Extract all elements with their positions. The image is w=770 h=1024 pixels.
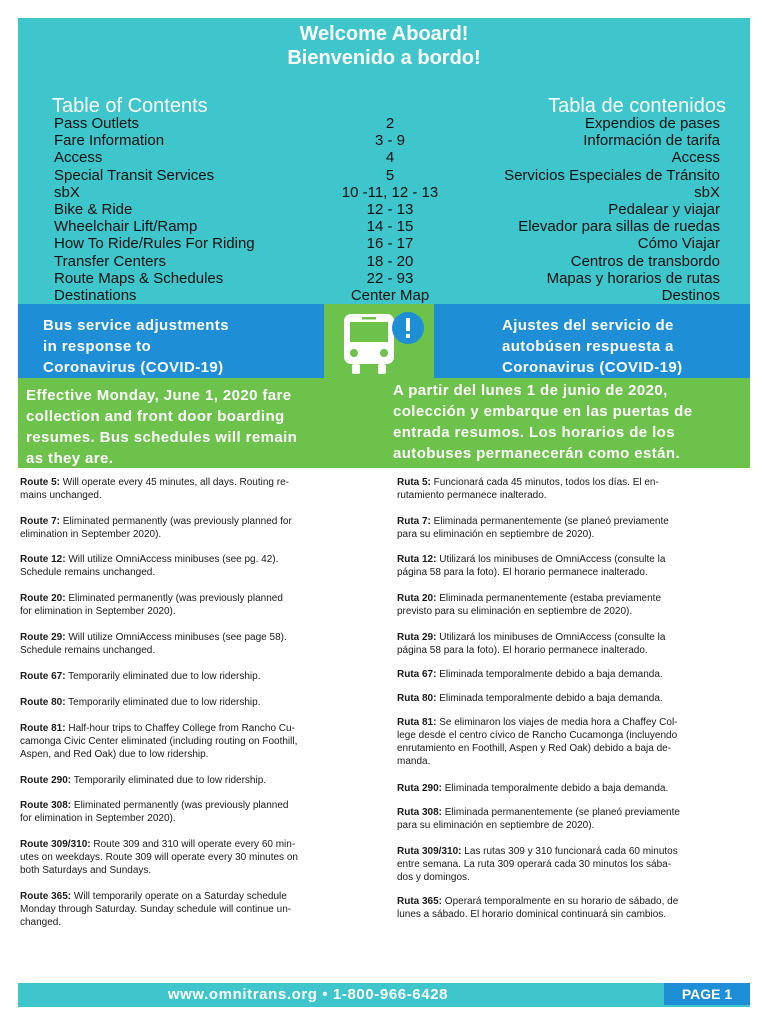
toc-entry-es: Elevador para sillas de ruedas bbox=[518, 218, 720, 236]
footer-bar bbox=[18, 983, 750, 1007]
toc-entry-en: Destinations bbox=[54, 286, 137, 304]
route-label: Route 5: bbox=[20, 477, 60, 488]
toc-page: 2 bbox=[385, 115, 395, 132]
banner-line: entrada resumos. Los horarios de los bbox=[393, 424, 675, 441]
route-text: Funcionará cada 45 minutos, todos los días. El en- bbox=[430, 477, 659, 488]
route-text: manda. bbox=[397, 756, 431, 767]
route-note bbox=[20, 592, 360, 618]
route-label: Route 20: bbox=[20, 593, 66, 604]
route-text: Temporarily eliminated due to low ridership. bbox=[65, 697, 261, 708]
toc-row bbox=[18, 235, 750, 252]
footer-contact: www.omnitrans.org • 1-800-966-6428 bbox=[167, 986, 449, 1003]
banner-line: autobúsen respuesta a bbox=[502, 338, 674, 355]
route-label: Route 29: bbox=[20, 632, 66, 643]
route-note bbox=[397, 515, 737, 541]
toc-row bbox=[18, 270, 750, 287]
covid-heading-es bbox=[502, 315, 683, 378]
toc-page: 3 - 9 bbox=[374, 132, 405, 150]
route-text: página 58 para la foto). El horario permanece inalterado. bbox=[397, 645, 648, 656]
banner-line: Bus service adjustments bbox=[43, 317, 229, 334]
route-text: Eliminated permanently (was previously planned bbox=[71, 800, 289, 811]
route-label: Route 7: bbox=[20, 516, 60, 527]
toc-entry-en: sbX bbox=[54, 183, 80, 201]
banner-line: A partir del lunes 1 de junio de 2020, bbox=[393, 382, 668, 399]
route-label: Ruta 67: bbox=[397, 669, 437, 680]
toc-page: 12 - 13 bbox=[366, 200, 414, 218]
route-note bbox=[397, 668, 737, 681]
toc-page: 16 - 17 bbox=[366, 235, 414, 253]
toc-entry-es: sbX bbox=[694, 183, 720, 201]
route-text: changed. bbox=[20, 917, 62, 928]
banner-line: colección y embarque en las puertas de bbox=[393, 403, 693, 420]
route-note bbox=[20, 631, 360, 657]
toc-row bbox=[18, 115, 750, 132]
toc-title-en: Table of Contents bbox=[52, 95, 208, 117]
route-text: Will operate every 45 minutes, all days. Routing re- bbox=[60, 477, 289, 488]
toc-row bbox=[18, 287, 750, 304]
route-label: Route 290: bbox=[20, 775, 72, 786]
route-note bbox=[397, 476, 737, 502]
welcome-title-en: Welcome Aboard! bbox=[299, 23, 469, 45]
toc-entry-es: Pedalear y viajar bbox=[608, 200, 720, 218]
route-text: lunes a sábado. El horario dominical continuará sin cambios. bbox=[397, 909, 667, 920]
effective-notice bbox=[18, 378, 750, 468]
route-label: Ruta 308: bbox=[397, 807, 443, 818]
banner-line: Coronavirus (COVID-19) bbox=[43, 359, 224, 376]
toc-entry-es: Información de tarifa bbox=[583, 132, 720, 150]
route-note bbox=[20, 722, 360, 761]
banner-line: collection and front door boarding bbox=[26, 408, 285, 425]
route-label: Ruta 12: bbox=[397, 554, 437, 565]
toc-page: Center Map bbox=[350, 286, 430, 304]
route-text: Eliminada permanentemente (se planeó previamente bbox=[442, 807, 680, 818]
route-text: Route 309 and 310 will operate every 60 min- bbox=[90, 839, 296, 850]
route-text: rutamiento permanece inalterado. bbox=[397, 490, 547, 501]
route-note bbox=[20, 838, 360, 877]
toc-row bbox=[18, 184, 750, 201]
route-note bbox=[20, 476, 360, 502]
toc-entry-en: Special Transit Services bbox=[54, 166, 215, 184]
toc-entry-es: Cómo Viajar bbox=[637, 235, 720, 253]
route-label: Ruta 290: bbox=[397, 783, 443, 794]
route-text: Se eliminaron los viajes de media hora a Chaffey Col- bbox=[436, 717, 678, 728]
route-text: página 58 para la foto). El horario permanece inalterado. bbox=[397, 567, 648, 578]
route-label: Route 308: bbox=[20, 800, 72, 811]
toc-entry-en: Bike & Ride bbox=[54, 200, 133, 218]
route-label: Route 81: bbox=[20, 723, 66, 734]
toc-entry-es: Expendios de pases bbox=[584, 115, 720, 132]
toc-row bbox=[18, 149, 750, 166]
route-text: mains unchanged. bbox=[20, 490, 102, 501]
route-note bbox=[397, 845, 737, 884]
route-note bbox=[397, 716, 737, 768]
route-text: Aspen, and Red Oak) due to low ridership. bbox=[20, 749, 209, 760]
route-note bbox=[397, 692, 737, 705]
route-note bbox=[397, 806, 737, 832]
page-number-badge: PAGE 1 bbox=[664, 983, 750, 1005]
route-note bbox=[397, 631, 737, 657]
banner-line: resumes. Bus schedules will remain bbox=[26, 429, 298, 446]
bus-alert-icon-box bbox=[324, 304, 434, 378]
covid-banner bbox=[18, 304, 750, 378]
route-label: Ruta 365: bbox=[397, 896, 443, 907]
route-label: Ruta 80: bbox=[397, 693, 437, 704]
route-text: for elimination in September 2020). bbox=[20, 813, 176, 824]
route-text: Operará temporalmente en su horario de sábado, de bbox=[442, 896, 679, 907]
toc-entry-en: Pass Outlets bbox=[54, 115, 140, 132]
route-label: Ruta 20: bbox=[397, 593, 437, 604]
route-label: Route 309/310: bbox=[20, 839, 91, 850]
table-of-contents bbox=[18, 115, 750, 321]
route-label: Route 12: bbox=[20, 554, 66, 565]
route-note bbox=[20, 774, 360, 787]
toc-row bbox=[18, 167, 750, 184]
route-text: Eliminada temporalmente debido a baja demanda. bbox=[436, 693, 663, 704]
toc-page: 18 - 20 bbox=[366, 252, 414, 270]
toc-page: 5 bbox=[385, 166, 395, 184]
toc-entry-en: Fare Information bbox=[54, 132, 165, 150]
route-text: both Saturdays and Sundays. bbox=[20, 865, 152, 876]
effective-notice-es bbox=[393, 380, 753, 464]
route-text: Will temporarily operate on a Saturday schedule bbox=[71, 891, 287, 902]
route-note bbox=[20, 799, 360, 825]
welcome-title bbox=[18, 22, 750, 70]
route-text: Will utilize OmniAccess minibuses (see page 58). bbox=[65, 632, 287, 643]
route-text: Eliminated permanently (was previously planned for bbox=[60, 516, 292, 527]
banner-line: autobuses permanecerán como están. bbox=[393, 445, 681, 462]
route-note bbox=[397, 895, 737, 921]
toc-entry-en: Access bbox=[54, 149, 103, 167]
toc-row bbox=[18, 201, 750, 218]
header-panel bbox=[18, 18, 750, 304]
route-label: Route 67: bbox=[20, 671, 66, 682]
route-text: Eliminada permanentemente (se planeó previamente bbox=[430, 516, 669, 527]
toc-row bbox=[18, 253, 750, 270]
toc-row bbox=[18, 218, 750, 235]
toc-title-es: Tabla de contenidos bbox=[548, 95, 726, 117]
route-text: entre semana. La ruta 309 operará cada 30 minutos los sába- bbox=[397, 859, 672, 870]
toc-page: 14 - 15 bbox=[366, 218, 414, 236]
route-text: para su eliminación en septiembre de 2020). bbox=[397, 820, 595, 831]
route-text: for elimination in September 2020). bbox=[20, 606, 176, 617]
route-note bbox=[20, 553, 360, 579]
toc-entry-es: Servicios Especiales de Tránsito bbox=[504, 166, 720, 184]
route-label: Ruta 7: bbox=[397, 516, 431, 527]
route-text: Schedule remains unchanged. bbox=[20, 645, 156, 656]
route-note bbox=[20, 890, 360, 929]
banner-line: Coronavirus (COVID-19) bbox=[502, 359, 683, 376]
toc-entry-en: Wheelchair Lift/Ramp bbox=[54, 218, 198, 236]
toc-page: 10 -11, 12 - 13 bbox=[341, 183, 439, 201]
toc-entry-es: Destinos bbox=[661, 286, 720, 304]
route-note bbox=[20, 515, 360, 541]
route-label: Ruta 81: bbox=[397, 717, 437, 728]
route-text: Las rutas 309 y 310 funcionará cada 60 minutos bbox=[461, 846, 678, 857]
route-note bbox=[397, 782, 737, 795]
route-text: utes on weekdays. Route 309 will operate every 30 minutes on bbox=[20, 852, 298, 863]
route-text: Will utilize OmniAccess minibuses (see pg. 42). bbox=[65, 554, 279, 565]
toc-row bbox=[18, 132, 750, 149]
toc-entry-en: Route Maps & Schedules bbox=[54, 269, 224, 287]
toc-entry-en: How To Ride/Rules For Riding bbox=[54, 235, 255, 253]
toc-page: 22 - 93 bbox=[366, 269, 414, 287]
route-text: enrutamiento en Foothill, Aspen y Red Oak) debido a baja de- bbox=[397, 743, 672, 754]
covid-heading-en bbox=[43, 315, 229, 378]
route-text: elimination in September 2020). bbox=[20, 529, 162, 540]
route-text: Temporarily eliminated due to low ridership. bbox=[65, 671, 261, 682]
route-text: lege desde el centro cívico de Rancho Cucamonga (incluyendo bbox=[397, 730, 678, 741]
route-label: Ruta 309/310: bbox=[397, 846, 462, 857]
toc-page: 4 bbox=[385, 149, 395, 167]
route-text: camonga Civic Center eliminated (including routing on Foothill, bbox=[20, 736, 298, 747]
welcome-title-es: Bienvenido a bordo! bbox=[287, 47, 481, 69]
route-note bbox=[20, 670, 360, 683]
route-note bbox=[397, 592, 737, 618]
bus-alert-icon bbox=[324, 304, 434, 378]
effective-notice-en bbox=[26, 385, 366, 469]
route-text: dos y domingos. bbox=[397, 872, 470, 883]
route-note bbox=[397, 553, 737, 579]
route-label: Route 80: bbox=[20, 697, 66, 708]
route-text: Eliminada temporalmente debido a baja demanda. bbox=[442, 783, 669, 794]
route-text: Temporarily eliminated due to low ridership. bbox=[71, 775, 267, 786]
route-text: Eliminated permanently (was previously planned bbox=[65, 593, 283, 604]
route-label: Ruta 5: bbox=[397, 477, 431, 488]
route-label: Route 365: bbox=[20, 891, 72, 902]
route-note bbox=[20, 696, 360, 709]
route-label: Ruta 29: bbox=[397, 632, 437, 643]
route-text: Utilizará los minibuses de OmniAccess (consulte la bbox=[436, 554, 666, 565]
route-text: Half-hour trips to Chaffey College from Rancho Cu- bbox=[65, 723, 295, 734]
banner-line: in response to bbox=[43, 338, 152, 355]
route-text: para su eliminación en septiembre de 2020). bbox=[397, 529, 595, 540]
toc-entry-es: Mapas y horarios de rutas bbox=[546, 269, 720, 287]
route-text: Monday through Saturday. Sunday schedule will continue un- bbox=[20, 904, 292, 915]
route-text: Eliminada permanentemente (estaba previamente bbox=[436, 593, 662, 604]
route-text: Eliminada temporalmente debido a baja demanda. bbox=[436, 669, 663, 680]
toc-entry-es: Access bbox=[671, 149, 720, 167]
route-text: Schedule remains unchanged. bbox=[20, 567, 156, 578]
toc-entry-es: Centros de transbordo bbox=[570, 252, 720, 270]
route-text: Utilizará los minibuses de OmniAccess (consulte la bbox=[436, 632, 666, 643]
banner-line: Effective Monday, June 1, 2020 fare bbox=[26, 387, 292, 404]
banner-line: as they are. bbox=[26, 450, 114, 467]
banner-line: Ajustes del servicio de bbox=[502, 317, 674, 334]
toc-entry-en: Transfer Centers bbox=[54, 252, 166, 270]
route-text: previsto para su eliminación en septiembre de 2020). bbox=[397, 606, 633, 617]
